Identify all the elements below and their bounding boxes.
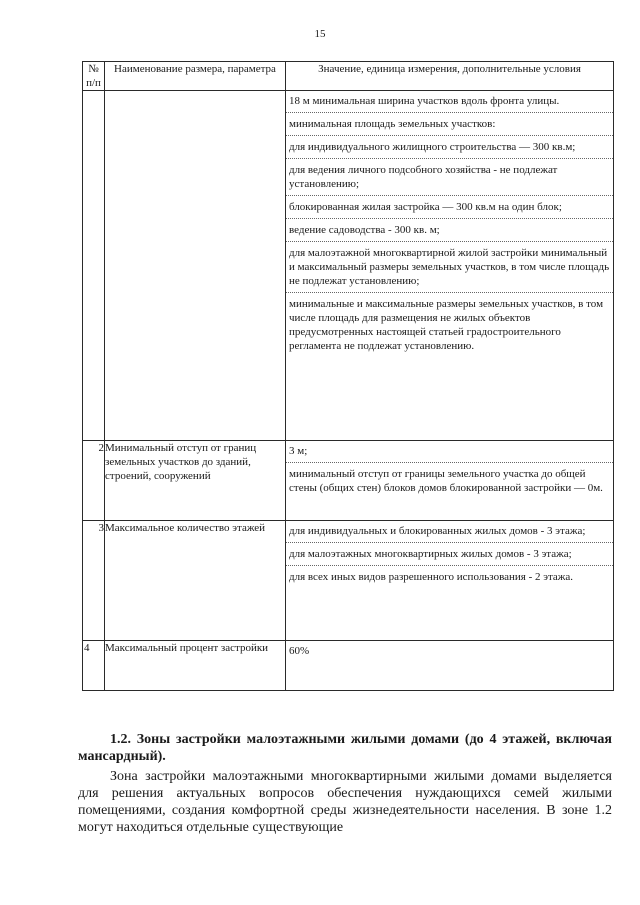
page-number: 15 [314,28,326,40]
value-item: 18 м минимальная ширина участков вдоль фронта улицы. [286,91,613,113]
row-name [105,91,286,441]
value-item: ведение садоводства - 300 кв. м; [286,219,613,242]
value-item: блокированная жилая застройка — 300 кв.м на один блок; [286,196,613,219]
value-item: для малоэтажной многоквартирной жилой застройки минимальный и максимальный размеры земельных участков, в том числе площадь не подлежат установлению; [286,242,613,293]
parameters-table [82,61,614,691]
value-item: для индивидуального жилищного строительства — 300 кв.м; [286,136,613,159]
row-name: Минимальный отступ от границ земельных участков до зданий, строений, сооружений [105,441,286,521]
row-num: 2 [83,441,105,521]
table-row [83,641,614,691]
row-num: 3 [83,521,105,641]
row-values [286,441,614,521]
section-heading: 1.2. Зоны застройки малоэтажными жилыми домами (до 4 этажей, включая мансардный). [78,732,612,764]
section-paragraph: Зона застройки малоэтажными многоквартирными жилыми домами выделяется для решения актуальных вопросов обеспечения нуждающихся семей жилыми помещениями, создания комфортной среды жизнедеятельности населения. В зоне 1.2 могут находиться отдельные существующие [78,769,612,835]
value-item: для ведения личного подсобного хозяйства - не подлежат установлению; [286,159,613,196]
row-name: Максимальное количество этажей [105,521,286,641]
row-num: 4 [83,641,105,691]
value-item: минимальная площадь земельных участков: [286,113,613,136]
row-num [83,91,105,441]
header-num: № п/п [83,62,105,91]
row-values [286,641,614,691]
header-value: Значение, единица измерения, дополнительные условия [286,62,614,91]
value-item: минимальные и максимальные размеры земельных участков, в том числе площадь для размещения не жилых объектов предусмотренных настоящей статьей градостроительного регламента не подлежат установлению. [289,298,604,352]
row-name: Максимальный процент застройки [105,641,286,691]
value-item: минимальный отступ от границы земельного участка до общей стены (общих стен) блоков домов блокированной застройки — 0м. [289,468,603,494]
table-header-row [83,62,614,91]
row-values [286,521,614,641]
value-item: для индивидуальных и блокированных жилых домов - 3 этажа; [286,521,613,543]
value-item: для всех иных видов разрешенного использования - 2 этажа. [289,571,574,583]
header-name: Наименование размера, параметра [105,62,286,91]
value-item: для малоэтажных многоквартирных жилых домов - 3 этажа; [286,543,613,566]
table-row [83,91,614,441]
table-row [83,521,614,641]
value-item: 60% [289,645,310,657]
row-values [286,91,614,441]
table-row [83,441,614,521]
value-item: 3 м; [286,441,613,463]
